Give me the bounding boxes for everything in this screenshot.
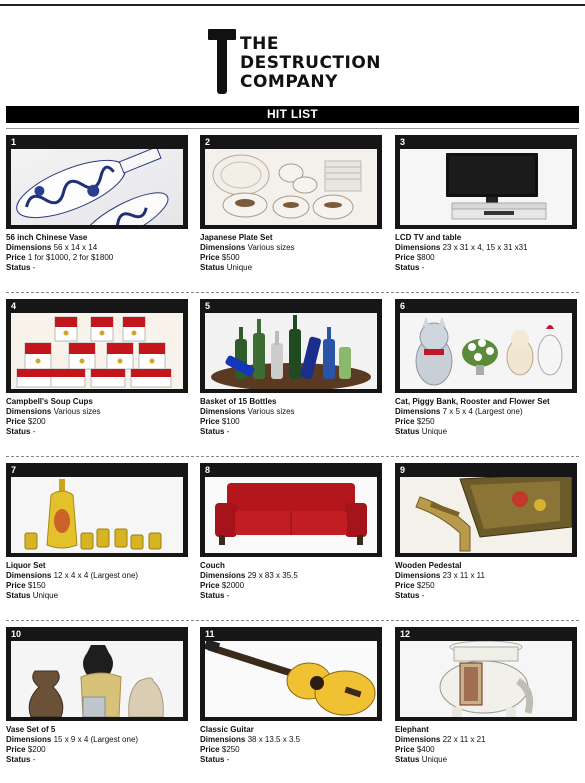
dimensions-label: Dimensions: [6, 243, 52, 252]
item-status: Unique: [32, 591, 59, 600]
item-dimensions: 56 x 14 x 14: [53, 243, 98, 252]
item-photo-frame: [395, 627, 577, 721]
price-label: Price: [6, 581, 26, 590]
hit-list-title: HIT LIST: [6, 106, 579, 123]
item-card[interactable]: [200, 463, 382, 613]
item-dimensions: 7 x 5 x 4 (Largest one): [442, 407, 523, 416]
brand-line-2: DESTRUCTION: [240, 53, 382, 73]
item-number: 2: [205, 137, 211, 147]
dimensions-label: Dimensions: [6, 407, 52, 416]
top-rule: [0, 4, 585, 6]
item-price: $150: [27, 581, 46, 590]
dimensions-label: Dimensions: [6, 735, 52, 744]
item-dimensions: 23 x 11 x 11: [442, 571, 485, 580]
item-price: $200: [27, 745, 46, 754]
divider: [6, 128, 579, 129]
item-card[interactable]: [395, 135, 577, 285]
vase-set-icon: [11, 641, 183, 717]
status-label: Status: [395, 591, 420, 600]
item-card[interactable]: [395, 299, 577, 449]
dimensions-label: Dimensions: [395, 571, 441, 580]
hammer-logo-icon: [208, 29, 236, 95]
item-card[interactable]: [6, 135, 188, 285]
price-label: Price: [6, 745, 26, 754]
item-price: $250: [221, 745, 240, 754]
item-price: $200: [27, 417, 46, 426]
item-photo-frame: [200, 135, 382, 229]
item-title: 56 inch Chinese Vase: [6, 233, 88, 242]
item-card[interactable]: [200, 627, 382, 777]
liquor-set-icon: [11, 477, 183, 553]
bottles-icon: [205, 313, 377, 389]
item-dimensions: 38 x 13.5 x 3.5: [247, 735, 301, 744]
status-label: Status: [200, 263, 225, 272]
item-dimensions: Various sizes: [247, 407, 295, 416]
status-label: Status: [395, 427, 420, 436]
item-dimensions: 23 x 31 x 4, 15 x 31 x31: [442, 243, 528, 252]
item-price: 1 for $1000, 2 for $1800: [27, 253, 114, 262]
item-title: Couch: [200, 561, 225, 570]
dimensions-label: Dimensions: [395, 735, 441, 744]
item-title: Elephant: [395, 725, 429, 734]
divider: [6, 456, 579, 457]
item-title: LCD TV and table: [395, 233, 462, 242]
item-number: 9: [400, 465, 406, 475]
tv-icon: [400, 149, 572, 225]
item-number: 5: [205, 301, 211, 311]
brand-line-3: COMPANY: [240, 72, 338, 92]
item-status: -: [226, 755, 230, 764]
item-title: Cat, Piggy Bank, Rooster and Flower Set: [395, 397, 550, 406]
item-status: -: [32, 263, 36, 272]
item-number: 12: [400, 629, 411, 639]
item-status: -: [421, 263, 425, 272]
item-status: -: [32, 755, 36, 764]
status-label: Status: [395, 755, 420, 764]
brand-name: [240, 35, 381, 92]
item-photo-frame: [6, 463, 188, 557]
item-title: Liquor Set: [6, 561, 46, 570]
status-label: Status: [200, 591, 225, 600]
item-photo-frame: [395, 135, 577, 229]
item-title: Japanese Plate Set: [200, 233, 273, 242]
item-price: $250: [416, 581, 435, 590]
item-number: 3: [400, 137, 406, 147]
figurines-icon: [400, 313, 572, 389]
item-card[interactable]: [395, 463, 577, 613]
soup-cups-icon: [11, 313, 183, 389]
price-label: Price: [395, 253, 415, 262]
item-title: Classic Guitar: [200, 725, 254, 734]
item-photo-frame: [395, 299, 577, 393]
item-card[interactable]: [6, 627, 188, 777]
dimensions-label: Dimensions: [200, 735, 246, 744]
status-label: Status: [200, 427, 225, 436]
item-price: $500: [221, 253, 240, 262]
item-title: Campbell's Soup Cups: [6, 397, 93, 406]
item-status: -: [226, 427, 230, 436]
status-label: Status: [395, 263, 420, 272]
price-label: Price: [6, 417, 26, 426]
dimensions-label: Dimensions: [200, 571, 246, 580]
item-price: $2000: [221, 581, 245, 590]
item-status: -: [421, 591, 425, 600]
item-card[interactable]: [6, 463, 188, 613]
status-label: Status: [200, 755, 225, 764]
item-dimensions: Various sizes: [247, 243, 295, 252]
item-photo-frame: [200, 463, 382, 557]
item-dimensions: 29 x 83 x 35.5: [247, 571, 298, 580]
status-label: Status: [6, 591, 31, 600]
item-dimensions: 12 x 4 x 4 (Largest one): [53, 571, 139, 580]
item-price: $400: [416, 745, 435, 754]
brand-line-1: THE: [240, 34, 279, 54]
item-number: 11: [205, 629, 215, 639]
guitar-icon: [205, 641, 377, 717]
chinese-vase-icon: [11, 149, 183, 225]
price-label: Price: [200, 253, 220, 262]
item-card[interactable]: [200, 299, 382, 449]
item-title: Vase Set of 5: [6, 725, 56, 734]
item-status: Unique: [226, 263, 253, 272]
dimensions-label: Dimensions: [6, 571, 52, 580]
status-label: Status: [6, 427, 31, 436]
plate-set-icon: [205, 149, 377, 225]
price-label: Price: [200, 417, 220, 426]
item-photo-frame: [6, 135, 188, 229]
item-dimensions: Various sizes: [53, 407, 101, 416]
item-number: 7: [11, 465, 17, 475]
dimensions-label: Dimensions: [395, 243, 441, 252]
price-label: Price: [200, 745, 220, 754]
item-card[interactable]: [395, 627, 577, 777]
item-title: Basket of 15 Bottles: [200, 397, 277, 406]
item-status: -: [226, 591, 230, 600]
item-card[interactable]: [200, 135, 382, 285]
brand-header: [0, 26, 585, 98]
item-number: 6: [400, 301, 406, 311]
item-number: 4: [11, 301, 17, 311]
dimensions-label: Dimensions: [200, 243, 246, 252]
elephant-icon: [400, 641, 572, 717]
item-photo-frame: [200, 627, 382, 721]
item-price: $100: [221, 417, 240, 426]
price-label: Price: [200, 581, 220, 590]
item-dimensions: 15 x 9 x 4 (Largest one): [53, 735, 139, 744]
dimensions-label: Dimensions: [395, 407, 441, 416]
status-label: Status: [6, 263, 31, 272]
item-dimensions: 22 x 11 x 21: [442, 735, 486, 744]
price-label: Price: [6, 253, 26, 262]
dimensions-label: Dimensions: [200, 407, 246, 416]
price-label: Price: [395, 417, 415, 426]
status-label: Status: [6, 755, 31, 764]
item-status: Unique: [421, 755, 448, 764]
item-number: 10: [11, 629, 22, 639]
item-status: -: [32, 427, 36, 436]
divider: [6, 292, 579, 293]
item-title: Wooden Pedestal: [395, 561, 462, 570]
item-status: Unique: [421, 427, 448, 436]
couch-icon: [205, 477, 377, 553]
item-number: 8: [205, 465, 211, 475]
item-price: $250: [416, 417, 435, 426]
item-photo-frame: [395, 463, 577, 557]
item-price: $800: [416, 253, 435, 262]
pedestal-icon: [400, 477, 572, 553]
price-label: Price: [395, 745, 415, 754]
item-photo-frame: [6, 627, 188, 721]
item-number: 1: [11, 137, 17, 147]
item-photo-frame: [6, 299, 188, 393]
item-card[interactable]: [6, 299, 188, 449]
item-photo-frame: [200, 299, 382, 393]
divider: [6, 620, 579, 621]
price-label: Price: [395, 581, 415, 590]
